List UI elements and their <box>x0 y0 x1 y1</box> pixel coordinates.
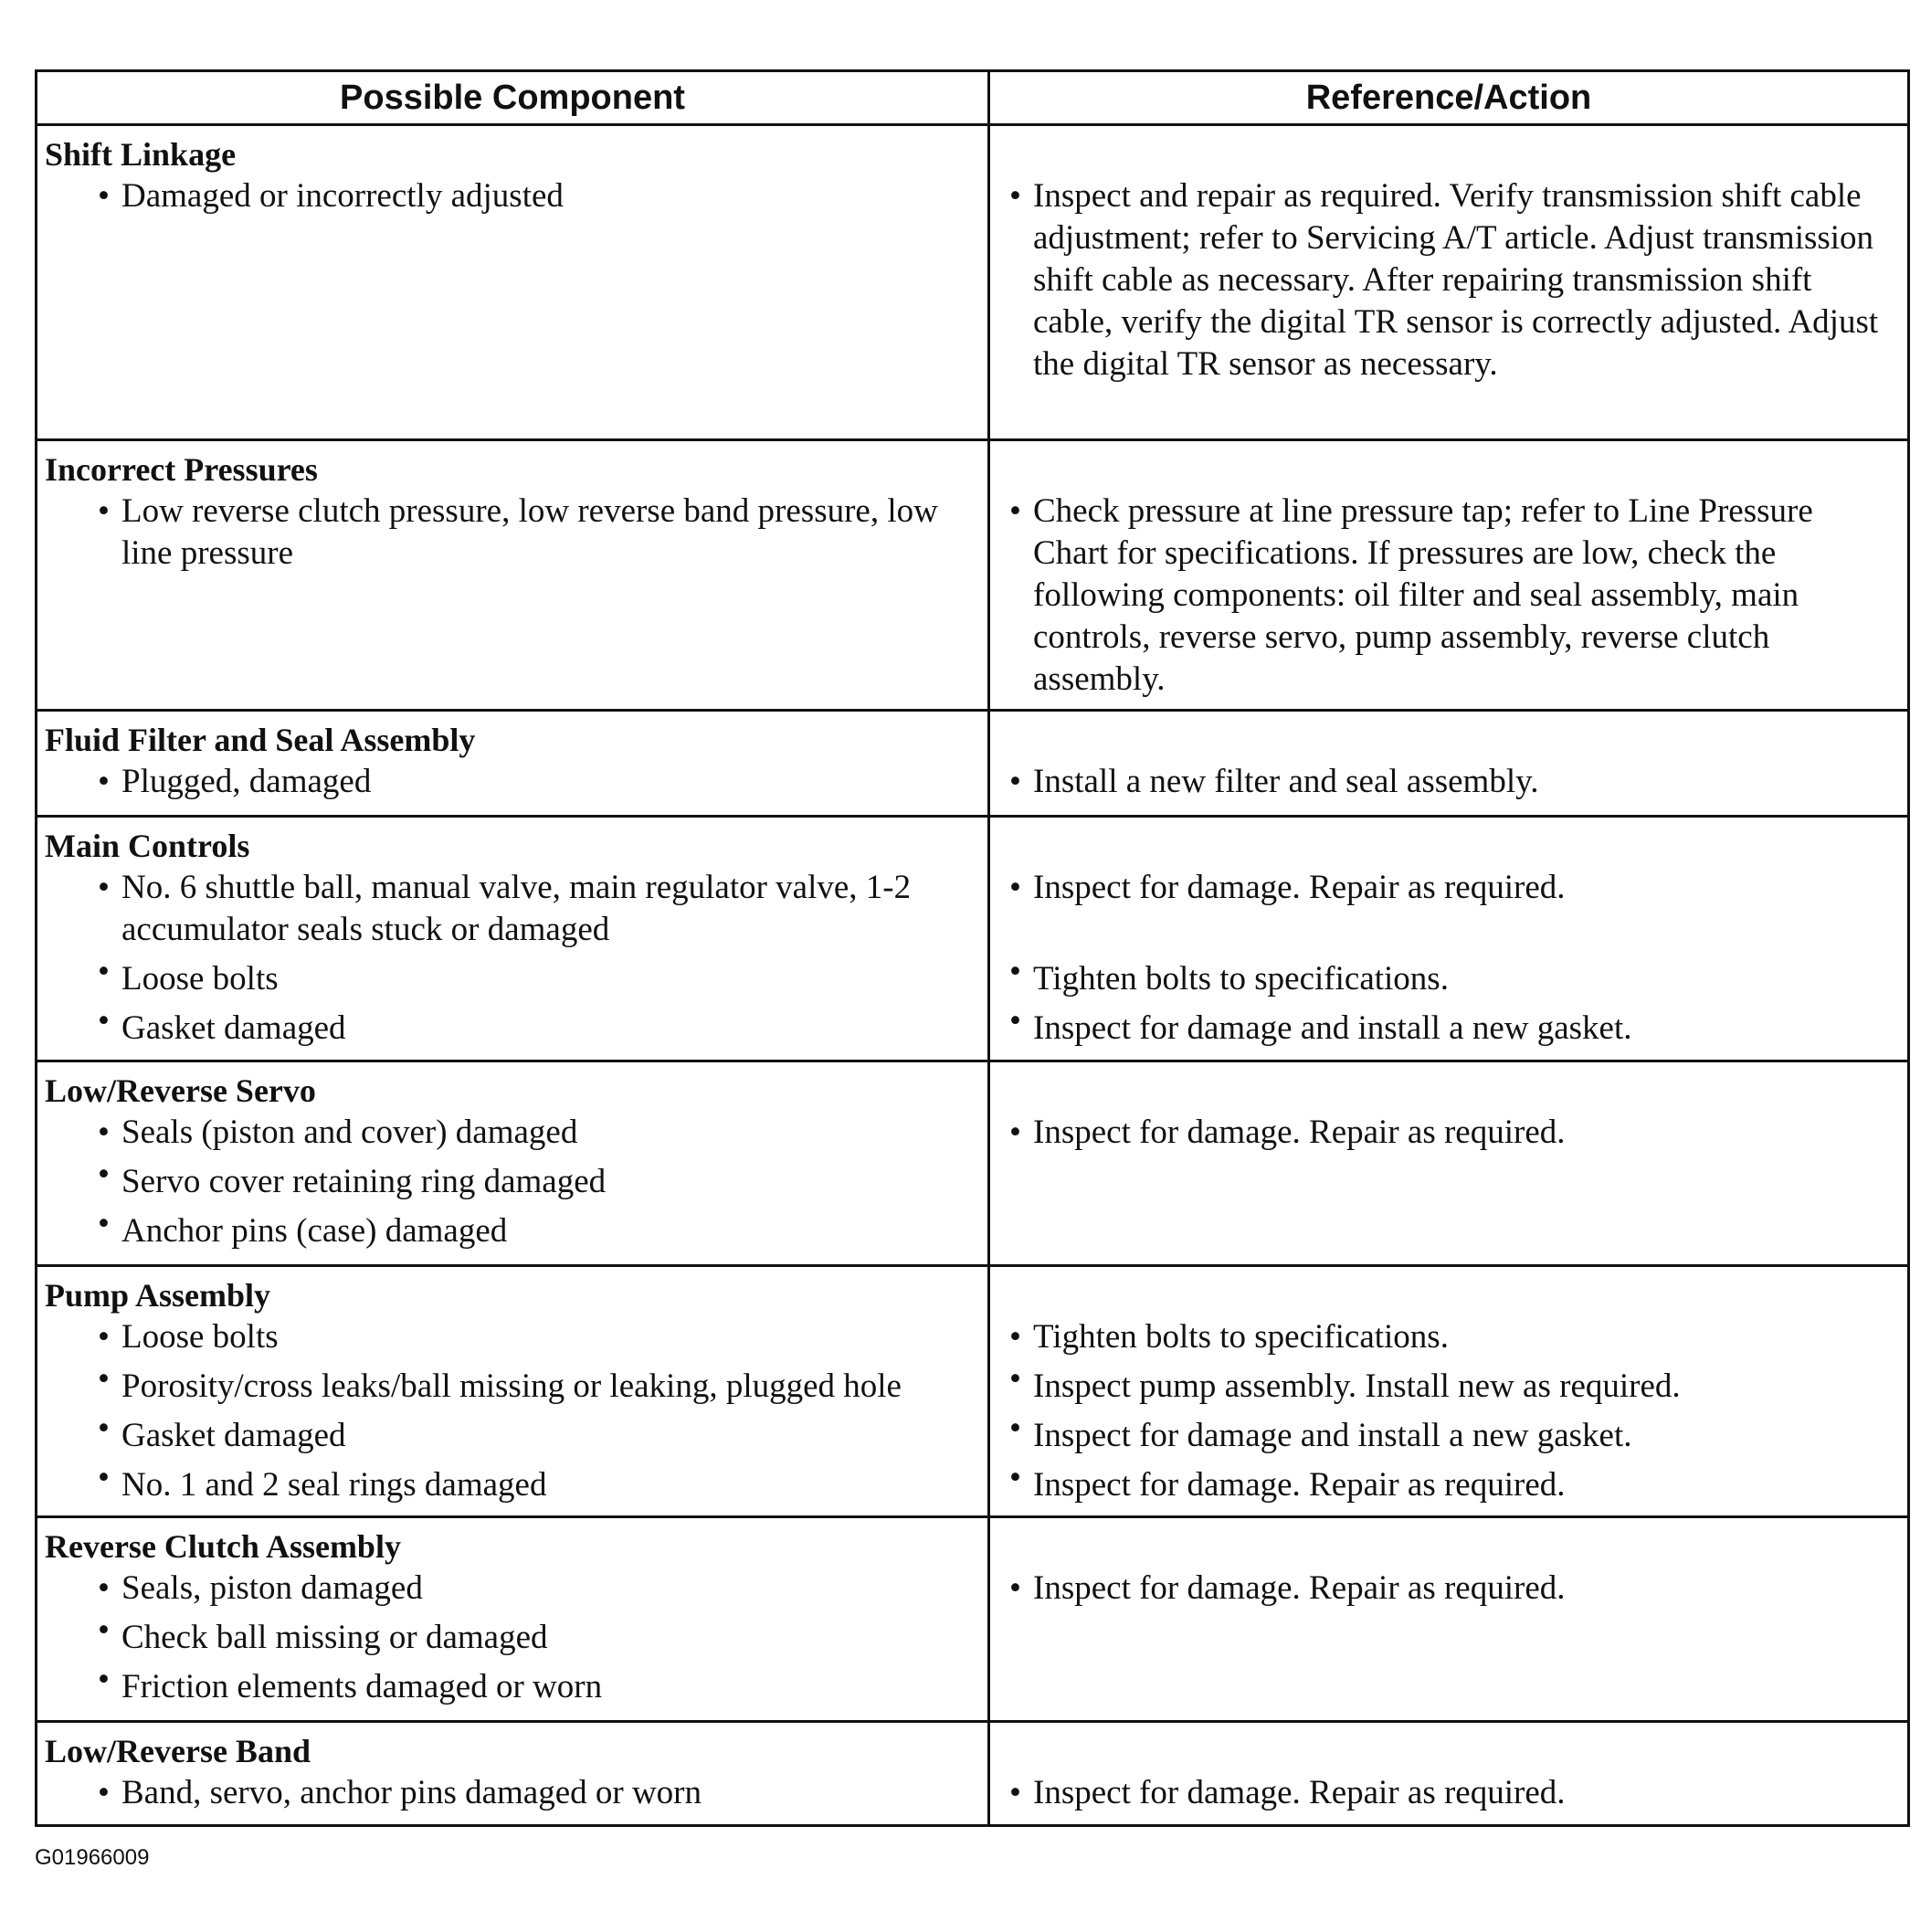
action-cell <box>989 711 1909 817</box>
component-cell <box>37 125 989 440</box>
component-item: • Loose bolts <box>94 951 987 1000</box>
action-cell <box>989 1061 1909 1266</box>
section-row <box>37 1061 1909 1266</box>
component-item: • Friction elements damaged or worn <box>94 1659 987 1708</box>
component-item: • Seals (piston and cover) damaged <box>94 1112 987 1154</box>
section-title: Reverse Clutch Assembly <box>45 1528 401 1565</box>
component-item: • Check ball missing or damaged <box>94 1610 987 1659</box>
component-item: • Low reverse clutch pressure, low reverse band pressure, low line pressure <box>94 491 987 575</box>
action-item: • Check pressure at line pressure tap; refer to Line Pressure Chart for specifications. If pressures are low, check the following components: oil filter and seal assembly, main controls, reverse servo, pump assembly, reverse clutch assembly. <box>1006 491 1891 701</box>
action-cell <box>989 440 1909 711</box>
section-title: Fluid Filter and Seal Assembly <box>45 722 476 758</box>
component-item: • Band, servo, anchor pins damaged or worn <box>94 1772 987 1814</box>
section-title: Low/Reverse Band <box>45 1733 311 1769</box>
component-item: • Loose bolts <box>94 1316 987 1358</box>
component-cell <box>37 711 989 817</box>
component-cell <box>37 1517 989 1722</box>
diagnosis-table <box>35 69 1910 1827</box>
component-cell <box>37 1722 989 1826</box>
action-item: • Inspect for damage. Repair as required. <box>1006 1772 1891 1814</box>
component-item: • Seals, piston damaged <box>94 1568 987 1610</box>
action-cell <box>989 1517 1909 1722</box>
header-possible-component: Possible Component <box>37 71 989 125</box>
action-item: • Inspect for damage. Repair as required. <box>1006 1112 1891 1154</box>
component-cell <box>37 1266 989 1517</box>
header-reference-action: Reference/Action <box>989 71 1909 125</box>
figure-code: G01966009 <box>35 1845 150 1870</box>
section-title: Main Controls <box>45 828 250 864</box>
component-item: • Plugged, damaged <box>94 761 987 803</box>
action-cell <box>989 1266 1909 1517</box>
section-row <box>37 711 1909 817</box>
action-item: • Inspect for damage and install a new gasket. <box>1006 1000 1891 1050</box>
section-title: Low/Reverse Servo <box>45 1072 316 1109</box>
action-item: • Inspect for damage. Repair as required. <box>1006 1457 1891 1506</box>
section-row <box>37 817 1909 1061</box>
action-cell <box>989 1722 1909 1826</box>
component-item: • Gasket damaged <box>94 1000 987 1050</box>
section-row <box>37 1722 1909 1826</box>
action-item: • Inspect for damage. Repair as required. <box>1006 867 1891 909</box>
table-header-row <box>37 71 1909 125</box>
component-item: • Anchor pins (case) damaged <box>94 1203 987 1252</box>
section-title: Shift Linkage <box>45 136 237 173</box>
action-item: • Tighten bolts to specifications. <box>1006 1316 1891 1358</box>
component-item: • Gasket damaged <box>94 1408 987 1457</box>
component-item: • Servo cover retaining ring damaged <box>94 1154 987 1203</box>
diagnosis-page <box>35 69 1907 1827</box>
section-row <box>37 1266 1909 1517</box>
section-row <box>37 440 1909 711</box>
component-item: • No. 1 and 2 seal rings damaged <box>94 1457 987 1506</box>
section-title: Incorrect Pressures <box>45 451 318 488</box>
section-row <box>37 1517 1909 1722</box>
component-item: • Porosity/cross leaks/ball missing or leaking, plugged hole <box>94 1358 987 1408</box>
action-item: • Inspect for damage and install a new gasket. <box>1006 1408 1891 1457</box>
component-cell <box>37 440 989 711</box>
action-item: • Tighten bolts to specifications. <box>1006 951 1891 1000</box>
component-item: • No. 6 shuttle ball, manual valve, main regulator valve, 1-2 accumulator seals stuck or damaged <box>94 867 987 951</box>
action-item: • Inspect pump assembly. Install new as required. <box>1006 1358 1891 1408</box>
component-item: • Damaged or incorrectly adjusted <box>94 175 987 217</box>
action-item: • Inspect for damage. Repair as required. <box>1006 1568 1891 1610</box>
action-item: • Install a new filter and seal assembly. <box>1006 761 1891 803</box>
component-cell <box>37 817 989 1061</box>
section-row <box>37 125 1909 440</box>
action-item: • Inspect and repair as required. Verify transmission shift cable adjustment; refer to Servicing A/T article. Adjust transmission shift cable as necessary. After repairing transmission shift cable, verify the digital TR sensor is correctly adjusted. Adjust the digital TR sensor as necessary. <box>1006 175 1891 385</box>
action-cell <box>989 817 1909 1061</box>
component-cell <box>37 1061 989 1266</box>
section-title: Pump Assembly <box>45 1277 271 1314</box>
action-cell <box>989 125 1909 440</box>
